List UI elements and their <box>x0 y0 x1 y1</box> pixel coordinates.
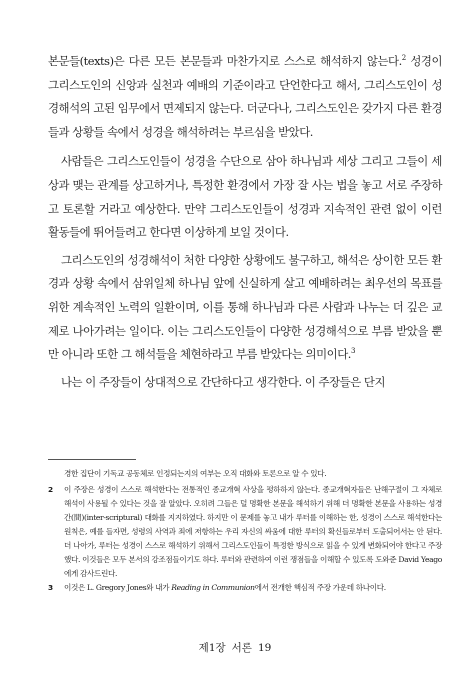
paragraph-1-text-b: 성경이 그리스도인의 신앙과 실천과 예배의 기준이라고 단언한다고 해서, 그리스도인이 성경해석의 고된 임무에서 면제되지 않는다. 더군다나, 그리스도인은 갖가지 다른 환경들과 상황들 속에서 성경을 해석하려는 부르심을 받았다. <box>48 54 442 139</box>
footer-chapter: 제1장 <box>198 642 226 654</box>
running-footer <box>0 640 470 655</box>
footnote-3 <box>48 581 442 595</box>
footnote-3-text <box>64 581 442 595</box>
footnote-2-number: 2 <box>48 485 53 494</box>
footnote-3-authors: L. Gregory Jones <box>87 583 147 592</box>
footnote-divider <box>48 459 136 460</box>
footer-section: 서론 <box>231 642 252 654</box>
footnote-2-name: David Yeago <box>398 555 442 564</box>
footnote-ref-3: 3 <box>350 347 355 356</box>
footnote-2-text-a: 이 주장은 성경이 스스로 해석한다는 전통적인 종교개혁 사상을 평하하지 않는다. 종교개혁자들은 난해구절이 그 자체로 해석이 사용될 수 있다는 것을 잘 알았다. 오히려 그들은 덜 명확한 본문을 해석하기 위해 더 명확한 본문을 사용하는 성경 간(間)(inter-scriptural) 대화를 지지하였다. 하지만 이 문제를 놓고 내가 루터를 이해하는 한, 성경이 스스로 해석한다는 원칙은, 예를 들자면, 성령의 사역과 죄에 저항하는 우리 자신의 싸움에 대한 루터의 확신들로부터 도출되어서는 안 된다. 더 나아가, 루터는 성경이 스스로 해석하기 위해서 그리스도인들이 특정한 방식으로 읽을 수 있게 변화되어야 한다고 주장했다. 이것들은 모두 본서의 강조점들이기도 하다. 루터와 관련하여 이런 쟁점들을 이해할 수 있도록 도와준 <box>64 485 442 564</box>
footnote-3-book-title: Reading in Communion <box>171 583 255 592</box>
footnote-2-text <box>64 483 442 581</box>
footnotes <box>48 467 442 595</box>
footnote-3-text-mid: 와 내가 <box>146 583 172 592</box>
paragraph-3-text: 그리스도인의 성경해석이 처한 다양한 상황에도 불구하고, 해석은 상이한 모든 환경과 상황 속에서 삼위일체 하나님 앞에 신실하게 살고 예배하려는 최우선의 목표를 위한 계속적인 노력의 일환이며, 이를 통해 하나님과 다른 사람과 나누는 더 깊은 교제로 나아가려는 일이다. 이는 그리스도인들이 다양한 성경해석으로 부름 받았을 뿐만 아니라 또한 그 해석들을 체현하라고 부름 받았다는 의미이다. <box>48 252 442 362</box>
footnote-3-number: 3 <box>48 583 53 592</box>
footnote-continuation: 경한 집단이 기독교 공동체로 인정되는지의 여부는 오직 대화와 토론으로 알 수 있다. <box>64 469 327 478</box>
footnote-3-text-a: 이것은 <box>64 583 88 592</box>
paragraph-2: 사람들은 그리스도인들이 성경을 수단으로 삼아 하나님과 세상 그리고 그들이 세상과 맺는 관계를 상고하거나, 특정한 환경에서 가장 잘 사는 법을 놓고 서로 주장하고 토론할 거라고 예상한다. 만약 그리스도인들이 성경과 지속적인 관련 없이 이런 활동들에 뛰어들려고 한다면 이상하게 보일 것이다. <box>48 154 442 240</box>
footnote-ref-2: 2 <box>401 54 406 63</box>
paragraph-1-text-a: 본문들(texts)은 다른 모든 본문들과 마찬가지로 스스로 해석하지 않는다. <box>48 54 402 68</box>
footnote-3-text-b: 에서 전개한 핵심적 주장 가운데 하나이다. <box>254 583 386 592</box>
footnote-2-text-b: 에게 감사드린다. <box>64 569 118 578</box>
paragraph-1 <box>48 50 442 144</box>
paragraph-3 <box>48 249 442 367</box>
page-number: 19 <box>257 642 272 654</box>
footnote-2 <box>48 483 442 581</box>
paragraph-4: 나는 이 주장들이 상대적으로 간단하다고 생각한다. 이 주장들은 단지 <box>61 374 386 389</box>
body-text <box>48 50 442 398</box>
